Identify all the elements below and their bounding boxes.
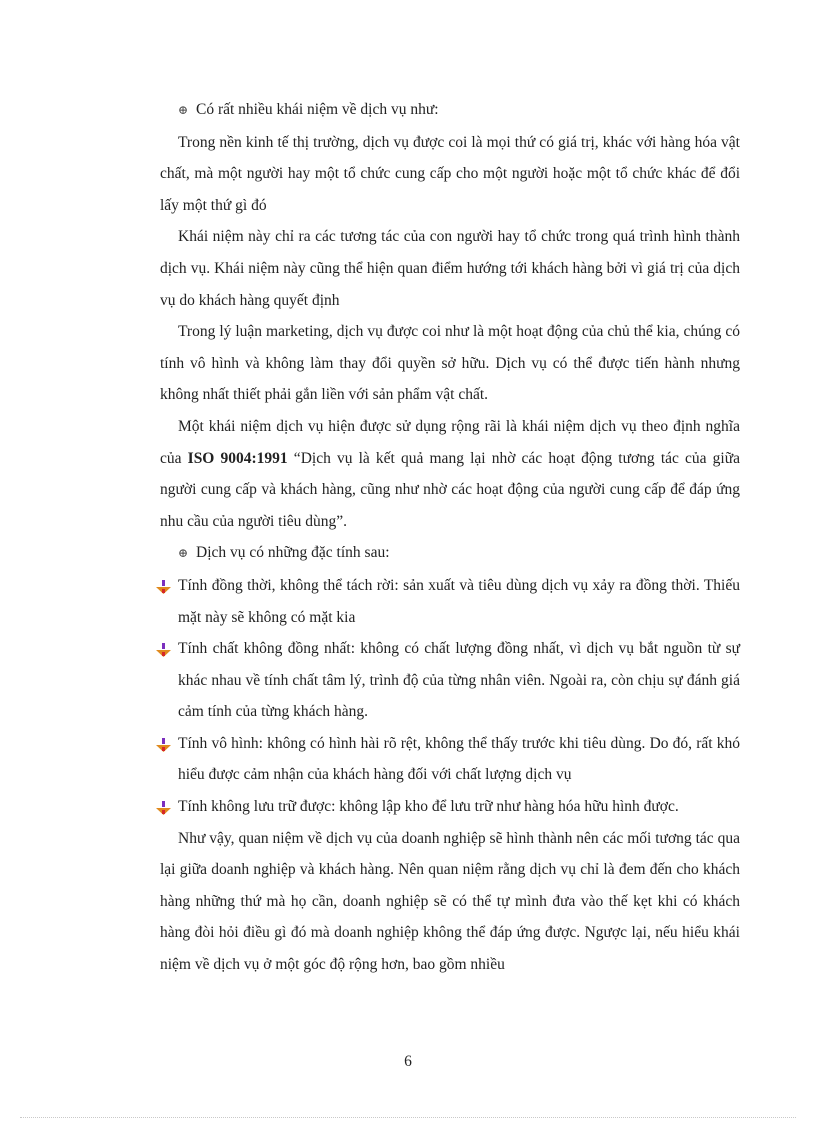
bullet-item bbox=[160, 633, 740, 728]
page-bottom-divider bbox=[20, 1117, 796, 1118]
paragraph: Trong nền kinh tế thị trường, dịch vụ được coi là mọi thứ có giá trị, khác với hàng hóa vật chất, mà một người hay một tổ chức cung cấp cho một người hoặc một tổ chức khác để đổi lấy một thứ gì đó bbox=[160, 133, 740, 214]
paragraph-text: Một khái niệm dịch vụ hiện được sử dụng rộng rãi là khái niệm dịch vụ theo định nghĩa của bbox=[160, 417, 740, 467]
bullet-text: Tính chất không đồng nhất: không có chất lượng đồng nhất, vì dịch vụ bắt nguồn từ sự khác nhau về tính chất tâm lý, trình độ của từng nhân viên. Ngoài ra, còn chịu sự đánh giá cảm tính của từng khách hàng. bbox=[178, 640, 740, 721]
section-heading-concepts bbox=[160, 94, 740, 127]
bullet-item bbox=[160, 570, 740, 633]
bullet-text: Tính vô hình: không có hình hài rõ rệt, không thể thấy trước khi tiêu dùng. Do đó, rất khó hiểu được cảm nhận của khách hàng đối với chất lượng dịch vụ bbox=[178, 734, 740, 784]
page-number: 6 bbox=[404, 1053, 412, 1070]
heading-text: Dịch vụ có những đặc tính sau: bbox=[196, 544, 390, 562]
crosshair-diamond-icon: ⊕ bbox=[178, 103, 189, 117]
crosshair-diamond-icon: ⊕ bbox=[178, 546, 189, 561]
pin-arrow-icon bbox=[156, 801, 172, 815]
section-heading-characteristics bbox=[160, 537, 740, 570]
bullet-text: Tính đồng thời, không thể tách rời: sản xuất và tiêu dùng dịch vụ xảy ra đồng thời. Thiếu mặt này sẽ không có mặt kia bbox=[178, 576, 740, 626]
iso-standard-label: ISO 9004:1991 bbox=[187, 449, 288, 467]
pin-arrow-icon bbox=[156, 580, 172, 594]
paragraph: Khái niệm này chỉ ra các tương tác của con người hay tổ chức trong quá trình hình thành dịch vụ. Khái niệm này cũng thể hiện quan điểm hướng tới khách hàng bởi vì giá trị của dịch vụ do khách hàng quyết định bbox=[160, 228, 740, 309]
pin-arrow-icon bbox=[156, 643, 172, 657]
paragraph-text: “Dịch vụ là kết quả mang lại nhờ các hoạt động tương tác của giữa người cung cấp và khách hàng, cũng như nhờ các hoạt động của người cung cấp để đáp ứng nhu cầu của người tiêu dùng”. bbox=[160, 449, 741, 530]
paragraph: Như vậy, quan niệm về dịch vụ của doanh nghiệp sẽ hình thành nên các mối tương tác qua lại giữa doanh nghiệp và khách hàng. Nên quan niệm rằng dịch vụ chỉ là đem đến cho khách hàng những thứ mà họ cần, doanh nghiệp sẽ có thể tự mình đưa vào thế kẹt khi có khách hàng đòi hỏi điều gì đó mà doanh nghiệp không thể đáp ứng được. Ngược lại, nếu hiểu khái niệm về dịch vụ ở một góc độ rộng hơn, bao gồm nhiều bbox=[160, 829, 740, 974]
paragraph-iso-definition bbox=[160, 411, 740, 537]
paragraph: Trong lý luận marketing, dịch vụ được coi như là một hoạt động của chủ thể kia, chúng có tính vô hình và không làm thay đổi quyền sở hữu. Dịch vụ có thể được tiến hành nhưng không nhất thiết phải gắn liền với sản phẩm vật chất. bbox=[160, 323, 740, 404]
bullet-item bbox=[160, 728, 740, 791]
heading-text: Có rất nhiều khái niệm về dịch vụ như: bbox=[196, 101, 439, 118]
bullet-text: Tính không lưu trữ được: không lập kho để lưu trữ như hàng hóa hữu hình được. bbox=[178, 798, 679, 816]
pin-arrow-icon bbox=[156, 738, 172, 752]
bullet-item bbox=[160, 791, 740, 823]
document-body bbox=[160, 94, 740, 981]
